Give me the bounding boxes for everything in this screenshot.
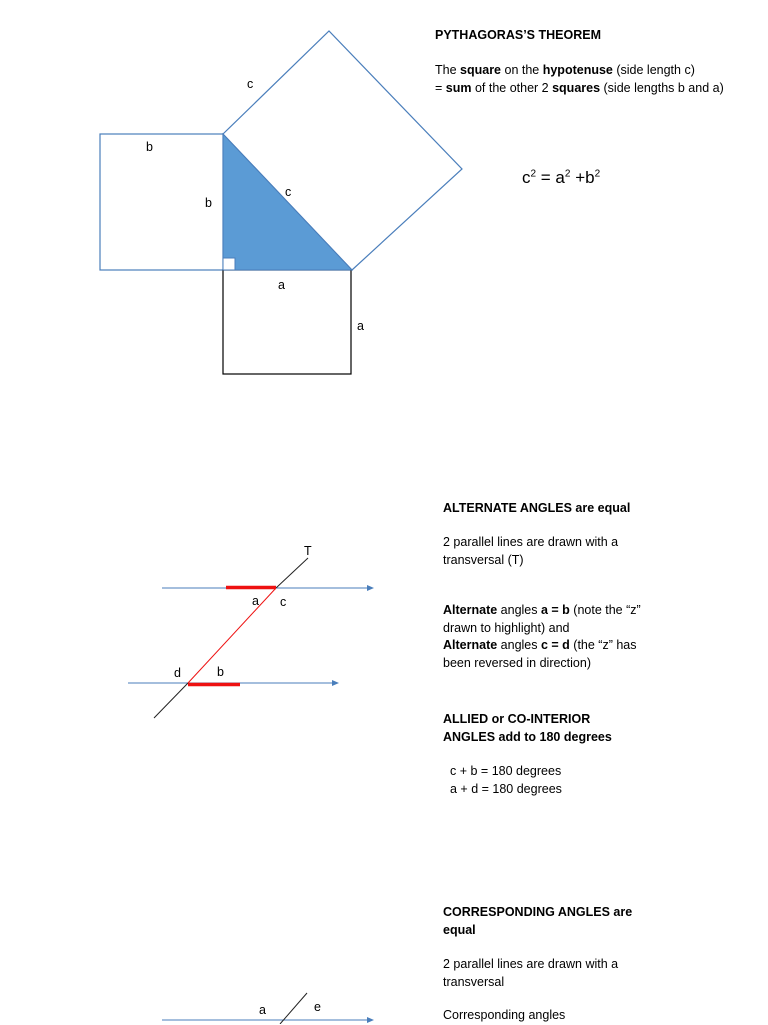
label-b-left-square: b [146,140,153,154]
corresponding-angles-figure [162,993,374,1024]
transversal-upper [276,558,308,588]
label-angle-d: d [174,666,181,680]
label-a-bottom: a [278,278,285,292]
transversal-lower [154,683,188,718]
arrow-top-2-icon [367,1017,374,1023]
label-angle-b: b [217,665,224,679]
corresponding-explanation: Corresponding angles [443,1008,566,1022]
alternate-title: ALTERNATE ANGLES are equal [443,501,631,515]
corresponding-description: 2 parallel lines are drawn with a transversal [443,957,619,989]
alternate-explanation-1: Alternate angles a = b (note the “z” drawn to highlight) and [443,603,641,635]
label-b-side: b [205,196,212,210]
label-angle-e: e [314,1000,321,1014]
arrow-top-icon [367,585,374,591]
square-a [223,270,351,374]
pythagoras-line-1: The square on the hypotenuse (side length c) [435,63,695,77]
pythagoras-figure [100,31,462,374]
label-angle-a: a [252,594,259,608]
label-angle-a-2: a [259,1003,266,1017]
alternate-explanation [443,602,643,672]
pythagoras-formula: $c^2 = a^2 +b^2$ [522,168,601,187]
corresponding-title: CORRESPONDING ANGLES are equal [443,905,633,937]
label-angle-c: c [280,595,287,609]
label-t: T [304,544,312,558]
label-a-right: a [357,319,364,333]
right-angle-marker [223,258,235,270]
allied-equation-2: a + d = 180 degrees [450,782,562,796]
alternate-explanation-2: Alternate angles c = d (the “z” has been reversed in direction) [443,638,637,670]
label-c-hypotenuse: c [285,185,292,199]
alternate-angles-figure [128,544,374,718]
pythagoras-description [435,62,755,97]
pythagoras-title: PYTHAGORAS’S THEOREM [435,28,601,42]
transversal-2 [280,993,307,1024]
right-triangle [223,134,352,270]
arrow-bottom-icon [332,680,339,686]
allied-equation-1: c + b = 180 degrees [450,764,562,778]
allied-title: ALLIED or CO-INTERIOR ANGLES add to 180 degrees [443,712,612,744]
transversal-middle [188,588,276,683]
alternate-description: 2 parallel lines are drawn with a transversal (T) [443,535,619,567]
pythagoras-line-2: = sum of the other 2 squares (side lengths b and a) [435,80,724,95]
label-c-top: c [247,77,254,91]
